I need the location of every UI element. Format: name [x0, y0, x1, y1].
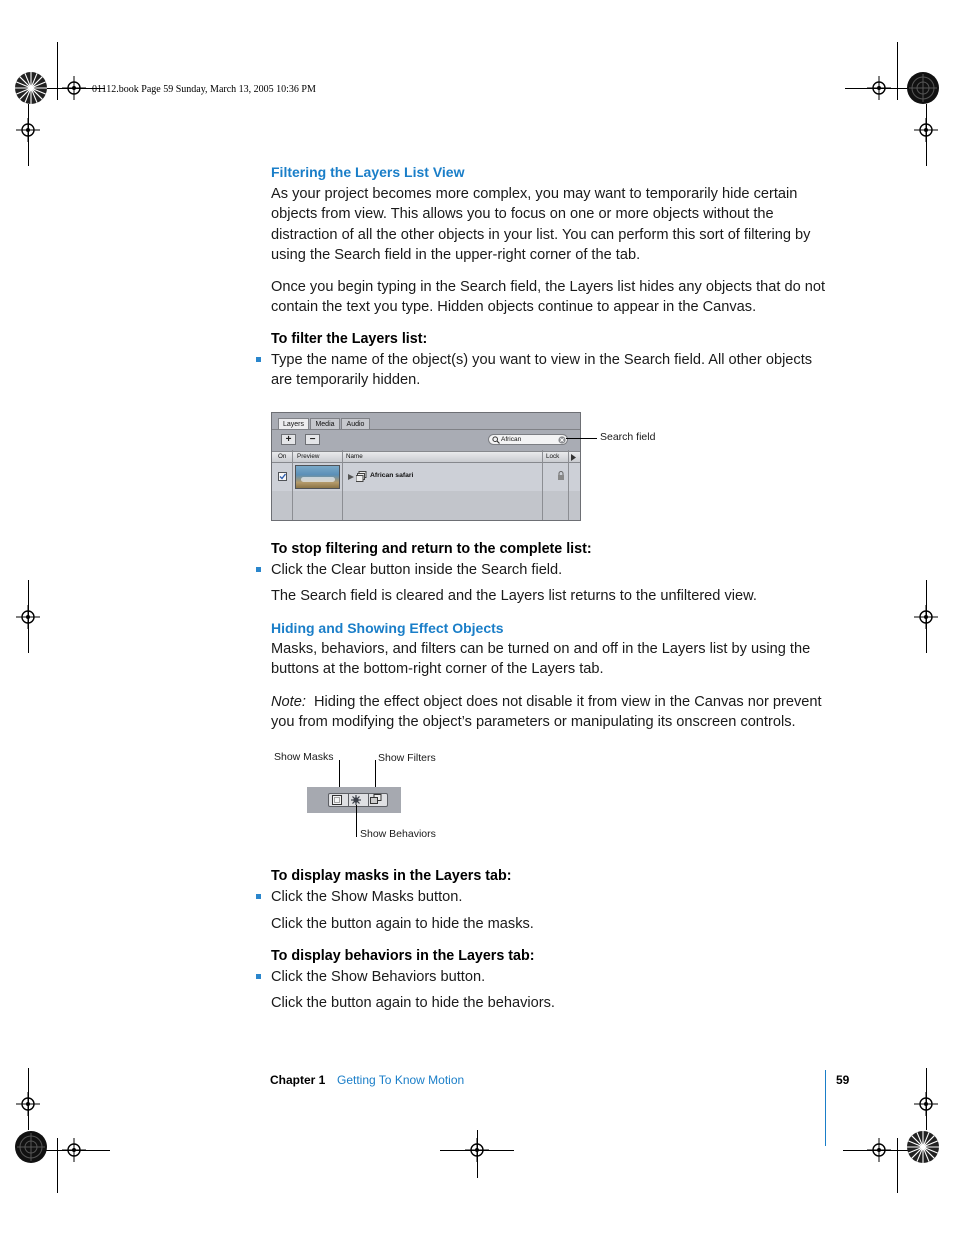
- registration-target-icon: [16, 118, 40, 142]
- text-line: Once you begin typing in the Search field, the Layers list hides any objects that do not: [271, 279, 826, 295]
- layer-stack-icon: [356, 471, 367, 483]
- search-input-value[interactable]: African: [501, 436, 522, 443]
- starburst-target-icon: [906, 1130, 940, 1164]
- bullet-filter-step: [271, 350, 831, 391]
- text-line: buttons at the bottom-right corner of the Layers tab.: [271, 661, 604, 678]
- print-slug: 01112.book Page 59 Sunday, March 13, 2005 10:36 PM: [92, 84, 316, 95]
- page-number: 59: [836, 1073, 850, 1087]
- bullet-behaviors-step: Click the Show Behaviors button.: [271, 969, 486, 985]
- starburst-target-icon: [906, 71, 940, 105]
- list-empty-area: [272, 491, 581, 521]
- chevron-right-icon[interactable]: [570, 454, 577, 461]
- tab-audio[interactable]: Audio: [341, 418, 370, 430]
- registration-target-icon: [16, 1092, 40, 1116]
- task-heading-stop-filtering: To stop filtering and return to the complete list:: [271, 541, 592, 557]
- checkmark-icon: [279, 473, 286, 480]
- task-heading-masks: To display masks in the Layers tab:: [271, 868, 512, 884]
- search-field[interactable]: [488, 434, 568, 445]
- starburst-target-icon: [14, 71, 48, 105]
- text-line: distraction of all the other objects in your list. You can perform this sort of filtering by: [271, 226, 811, 243]
- paragraph-effects-intro: [271, 639, 831, 680]
- footer-chapter-label: Chapter 1: [270, 1073, 326, 1087]
- bullet-marker: [256, 567, 261, 572]
- layer-preview-thumbnail: [295, 465, 340, 489]
- text-line: using the Search field in the upper-right corner of the tab.: [271, 246, 641, 263]
- add-layer-button[interactable]: +: [281, 434, 296, 445]
- column-header-preview[interactable]: Preview: [297, 453, 320, 460]
- paragraph-behaviors-result: Click the button again to hide the behaviors.: [271, 995, 555, 1011]
- show-masks-button[interactable]: [332, 795, 342, 805]
- tab-layers[interactable]: Layers: [278, 418, 309, 430]
- button-divider: [368, 794, 369, 806]
- registration-target-icon: [62, 76, 86, 100]
- thumbnail-highlight: [301, 477, 335, 482]
- text-line: Type the name of the object(s) you want to view in the Search field. All other objects: [271, 352, 813, 368]
- callout-show-masks: Show Masks: [274, 751, 334, 763]
- callout-show-filters: Show Filters: [378, 752, 436, 764]
- text-line: contain the text you type. Hidden objects continue to appear in the Canvas.: [271, 299, 757, 316]
- starburst-target-icon: [14, 1130, 48, 1164]
- column-divider: [342, 450, 343, 521]
- text-line: objects from view. This allows you to focus on one or more objects without the: [271, 206, 774, 223]
- registration-target-icon: [465, 1138, 489, 1162]
- callout-show-behaviors: Show Behaviors: [360, 828, 436, 840]
- text-line: Masks, behaviors, and filters can be turned on and off in the Layers list by using the: [271, 641, 811, 657]
- lock-icon[interactable]: [557, 471, 565, 481]
- column-divider: [542, 450, 543, 521]
- search-icon: [492, 436, 500, 444]
- column-divider: [292, 450, 293, 521]
- bullet-marker: [256, 357, 261, 362]
- note-label: Note:: [271, 694, 306, 710]
- task-heading-behaviors: To display behaviors in the Layers tab:: [271, 948, 535, 964]
- registration-target-icon: [914, 1092, 938, 1116]
- paragraph-filtering-intro: [271, 184, 831, 265]
- crop-line: [897, 1138, 898, 1193]
- callout-search-field: Search field: [600, 431, 656, 443]
- layer-name[interactable]: African safari: [370, 472, 414, 479]
- task-heading-filter: To filter the Layers list:: [271, 331, 428, 347]
- callout-line-search: [566, 438, 597, 439]
- text-line: [271, 692, 831, 712]
- section-heading-effects: Hiding and Showing Effect Objects: [271, 620, 504, 636]
- registration-target-icon: [867, 76, 891, 100]
- text-line: As your project becomes more complex, you may want to temporarily hide certain: [271, 186, 798, 202]
- callout-line-behaviors: [356, 805, 357, 837]
- registration-target-icon: [62, 1138, 86, 1162]
- bullet-clear-step: Click the Clear button inside the Search field.: [271, 562, 563, 578]
- show-filters-button[interactable]: [370, 794, 382, 805]
- clear-icon[interactable]: [558, 436, 566, 444]
- text-line: are temporarily hidden.: [271, 372, 421, 389]
- disclosure-triangle-icon[interactable]: [348, 474, 354, 480]
- layer-visibility-checkbox[interactable]: [278, 472, 287, 481]
- crop-line: [57, 42, 58, 100]
- paragraph-search-behavior: [271, 277, 831, 318]
- section-heading-filtering: Filtering the Layers List View: [271, 164, 465, 180]
- bullet-marker: [256, 894, 261, 899]
- note-paragraph: [271, 692, 831, 733]
- paragraph-clear-result: The Search field is cleared and the Layers list returns to the unfiltered view.: [271, 588, 757, 604]
- crop-line: [57, 1138, 58, 1193]
- note-text: Hiding the effect object does not disable it from view in the Canvas nor prevent: [314, 694, 822, 710]
- bullet-marker: [256, 974, 261, 979]
- layers-panel: [271, 412, 581, 521]
- tab-media[interactable]: Media: [310, 418, 340, 430]
- paragraph-masks-result: Click the button again to hide the masks.: [271, 916, 534, 932]
- footer-rule: [825, 1070, 826, 1146]
- column-header-on[interactable]: On: [278, 453, 287, 460]
- footer-chapter-title: Getting To Know Motion: [337, 1073, 465, 1087]
- registration-target-icon: [867, 1138, 891, 1162]
- tab-divider: [272, 429, 581, 430]
- registration-target-icon: [914, 118, 938, 142]
- remove-layer-button[interactable]: −: [305, 434, 320, 445]
- crop-line: [897, 42, 898, 100]
- button-divider: [348, 794, 349, 806]
- text-line: you from modifying the object’s parameters or manipulating its onscreen controls.: [271, 714, 796, 731]
- registration-target-icon: [914, 605, 938, 629]
- show-behaviors-button[interactable]: [351, 795, 361, 805]
- bullet-masks-step: Click the Show Masks button.: [271, 889, 463, 905]
- registration-target-icon: [16, 605, 40, 629]
- column-header-lock[interactable]: Lock: [546, 453, 560, 460]
- column-header-name[interactable]: Name: [346, 453, 363, 460]
- column-divider: [568, 450, 569, 521]
